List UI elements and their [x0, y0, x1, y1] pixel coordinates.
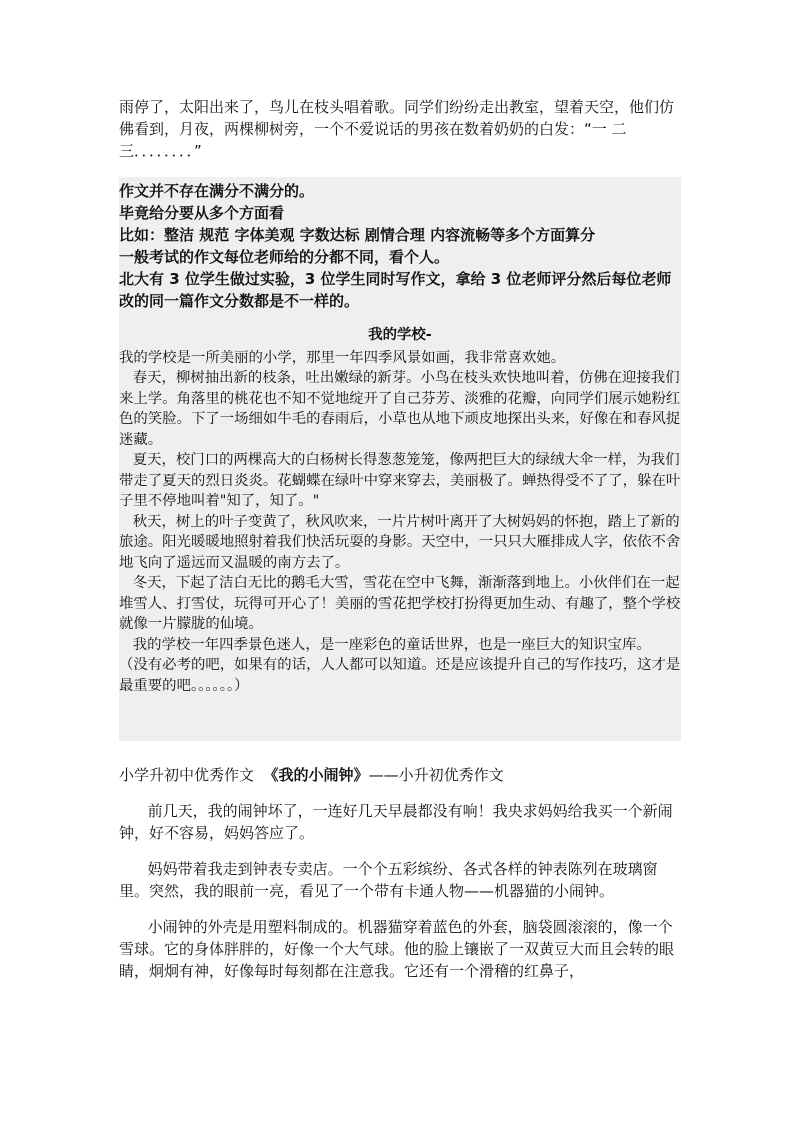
school-essay-paragraph: 春天，柳树抽出新的枝条，吐出嫩绿的新芽。小鸟在枝头欢快地叫着，仿佛在迎接我们来上学。角落里的桃花也不知不觉地绽开了自己芬芳、淡雅的花瓣，向同学们展示她粉红色的笑脸。下了一场细如牛毛的春雨后，小草也从地下顽皮地探出头来，好像在和春风捉迷藏。 [119, 370, 681, 448]
school-essay-paragraph: 我的学校一年四季景色迷人，是一座彩色的童话世界，也是一座巨大的知识宝库。 [119, 636, 651, 653]
note-line: 比如：整洁 规范 字体美观 字数达标 剧情合理 内容流畅等多个方面算分 [119, 226, 596, 244]
intro-section [119, 96, 681, 162]
school-essay-paragraph: 秋天，树上的叶子变黄了，秋风吹来，一片片树叶离开了大树妈妈的怀抱，踏上了新的旅途。阳光暖暖地照射着我们快活玩耍的身影。天空中，一只只大雁排成人字，依依不舍地飞向了遥远而又温暖的南方去了。 [119, 513, 681, 571]
school-essay-paragraph: 我的学校是一所美丽的小学，那里一年四季风景如画，我非常喜欢她。 [119, 349, 566, 366]
note-line: 毕竟给分要从多个方面看 [119, 204, 285, 222]
school-essay-title: 我的学校- [368, 327, 432, 343]
school-essay [119, 325, 681, 696]
clock-essay-paragraph: 小闹钟的外壳是用塑料制成的。机器猫穿着蓝色的外套，脑袋圆滚滚的，像一个雪球。它的身体胖胖的，好像一个大气球。他的脸上镶嵌了一双黄豆大而且会转的眼睛，炯炯有神，好像每时每刻都在注意我。它还有一个滑稽的红鼻子， [119, 918, 675, 980]
heading-title: 《我的小闹钟》 [263, 766, 369, 784]
clock-essay-paragraph: 前几天，我的闹钟坏了，一连好几天早晨都没有响！我央求妈妈给我买一个新闹钟，好不容易，妈妈答应了。 [119, 802, 673, 842]
notes-section [119, 180, 681, 312]
note-line: 北大有 3 位学生做过实验，3 位学生同时写作文，拿给 3 位老师评分然后每位老师改的同一篇作文分数都是不一样的。 [119, 270, 672, 310]
clock-essay-heading [119, 764, 681, 786]
clock-essay [119, 764, 681, 996]
heading-prefix: 小学升初中优秀作文 [119, 766, 264, 784]
heading-suffix: ——小升初优秀作文 [368, 766, 504, 784]
school-essay-paragraph: 夏天，校门口的两棵高大的白杨树长得葱葱笼笼，像两把巨大的绿绒大伞一样，为我们带走了夏天的烈日炎炎。花蝴蝶在绿叶中穿来穿去，美丽极了。蝉热得受不了了，躲在叶子里不停地叫着"知了，知了。" [119, 452, 681, 509]
school-essay-paragraph: （没有必考的吧，如果有的话，人人都可以知道。还是应该提升自己的写作技巧，这才是最重要的吧。。。。。。） [119, 657, 681, 694]
school-essay-paragraph: 冬天，下起了洁白无比的鹅毛大雪，雪花在空中飞舞，渐渐落到地上。小伙伴们在一起堆雪人、打雪仗，玩得可开心了！美丽的雪花把学校打扮得更加生动、有趣了，整个学校就像一片朦胧的仙境。 [119, 575, 681, 632]
note-line: 一般考试的作文每位老师给的分都不同，看个人。 [119, 248, 450, 266]
note-line: 作文并不存在满分不满分的。 [119, 182, 315, 200]
intro-paragraph: 雨停了，太阳出来了，鸟儿在枝头唱着歌。同学们纷纷走出教室，望着天空，他们仿佛看到，月夜，两棵柳树旁，一个不爱说话的男孩在数着奶奶的白发：“一 二 三．．．．．．．．” [119, 98, 675, 160]
clock-essay-paragraph: 妈妈带着我走到钟表专卖店。一个个五彩缤纷、各式各样的钟表陈列在玻璃窗里。突然，我的眼前一亮，看见了一个带有卡通人物——机器猫的小闹钟。 [119, 860, 658, 900]
